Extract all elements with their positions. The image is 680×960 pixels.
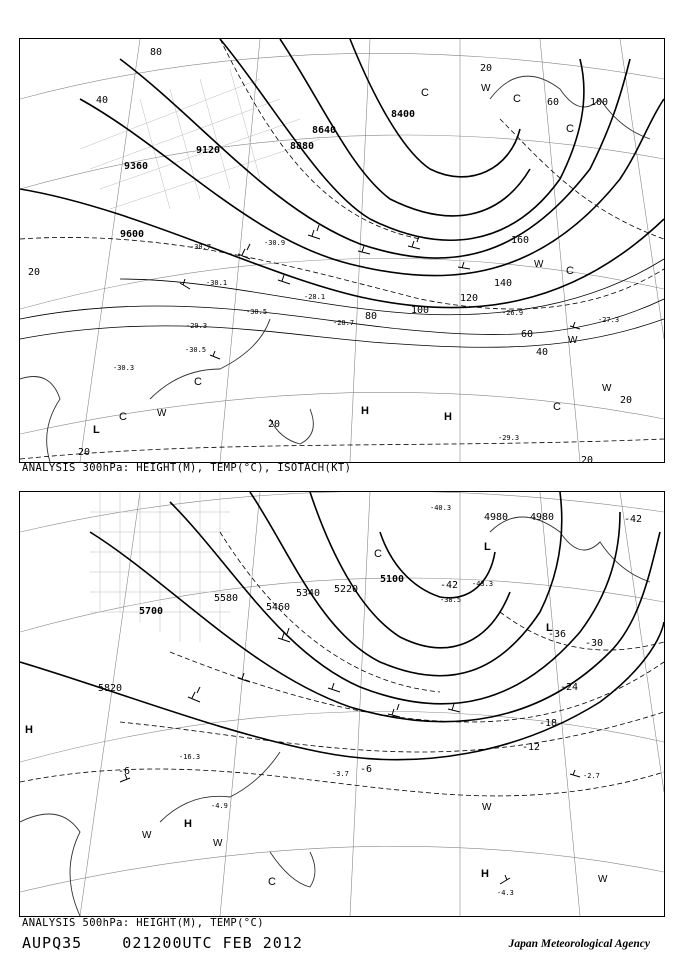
isotach-label: 80 [150, 47, 163, 58]
isotach-label: 20 [480, 63, 493, 74]
station-value: -40.3 [430, 504, 452, 512]
isotach-label: 20 [268, 419, 281, 430]
height-label: 4980 [484, 512, 509, 523]
low-center-label: L [93, 424, 100, 436]
temperature-label: -24 [560, 682, 579, 693]
station-value: -43.3 [472, 580, 494, 588]
height-label: 8880 [290, 141, 315, 152]
height-label: 5700 [139, 606, 164, 617]
cold-center-label: C [553, 401, 561, 413]
station-value: -38.5 [440, 596, 462, 604]
chart-identifier: AUPQ35 021200UTC FEB 2012 [22, 934, 303, 952]
temperature-label: -30.7 [190, 243, 212, 251]
low-center-label: L [484, 541, 491, 553]
isotach-label: 160 [511, 235, 530, 246]
chart-500hpa [19, 491, 665, 917]
warm-center-label: W [142, 830, 152, 841]
station-value: -2.7 [583, 772, 600, 780]
height-label: 5100 [380, 574, 405, 585]
cold-center-label: C [513, 93, 521, 105]
moisture-hatch [90, 492, 230, 642]
warm-center-label: W [157, 408, 167, 419]
warm-center-label: W [482, 802, 492, 813]
cold-center-label: C [566, 265, 574, 277]
temperature-label: -18 [539, 718, 558, 729]
temperature-label: -42 [624, 514, 643, 525]
temperature-label: -26.9 [502, 309, 524, 317]
temperature-label: -30.5 [185, 346, 207, 354]
cold-center-label: C [194, 376, 202, 388]
chart-300hpa-map [20, 39, 664, 462]
isotach-label: 100 [411, 305, 430, 316]
isotach-label: 120 [460, 293, 479, 304]
temperature-label: -28.1 [304, 293, 326, 301]
cold-center-label: C [374, 548, 382, 560]
high-center-label: H [361, 405, 369, 417]
height-label: 5340 [296, 588, 321, 599]
isotach-hatch [80, 69, 320, 209]
temperature-label: -29.3 [498, 434, 520, 442]
chart-300hpa [19, 38, 665, 463]
cold-center-label: C [421, 87, 429, 99]
temperature-label: -42 [440, 580, 459, 591]
high-center-label: H [481, 868, 489, 880]
station-value: -3.7 [332, 770, 349, 778]
temperature-label: -27.3 [598, 316, 620, 324]
temperature-label: -6 [360, 764, 373, 775]
temperature-label: -28.7 [333, 319, 355, 327]
cold-center-label: C [566, 123, 574, 135]
height-label: 9600 [120, 229, 145, 240]
low-center-label: L [546, 622, 553, 634]
temperature-label: -36 [548, 629, 567, 640]
height-label: 5580 [214, 593, 239, 604]
temperature-label: -30.1 [206, 279, 228, 287]
temperature-label: -6 [118, 766, 131, 777]
high-center-label: H [184, 818, 192, 830]
high-center-label: H [444, 411, 452, 423]
isotach-label: 20 [28, 267, 41, 278]
isotach-label: 20 [581, 455, 594, 463]
isotach-label: 60 [547, 97, 560, 108]
warm-center-label: W [598, 874, 608, 885]
height-label: 4980 [530, 512, 555, 523]
temperature-label: -30.9 [264, 239, 286, 247]
isotach-label: 140 [494, 278, 513, 289]
caption-300hpa: ANALYSIS 300hPa: HEIGHT(M), TEMP(°C), ISOTACH(KT) [22, 462, 352, 474]
cold-center-label: C [268, 876, 276, 888]
warm-center-label: W [481, 83, 491, 94]
caption-500hpa: ANALYSIS 500hPa: HEIGHT(M), TEMP(°C) [22, 917, 264, 929]
graticule [20, 39, 664, 462]
temperature-label: -30.3 [113, 364, 135, 372]
height-label: 5220 [334, 584, 359, 595]
warm-center-label: W [602, 383, 612, 394]
height-label: 9360 [124, 161, 149, 172]
chart-500hpa-map [20, 492, 664, 916]
height-label: 8400 [391, 109, 416, 120]
cold-center-label: C [119, 411, 127, 423]
high-center-label: H [25, 724, 33, 736]
station-value: -4.9 [211, 802, 228, 810]
height-label: 5820 [98, 683, 123, 694]
isotach-label: 80 [365, 311, 378, 322]
warm-center-label: W [534, 259, 544, 270]
temperature-label: -30 [585, 638, 604, 649]
height-label: 8640 [312, 125, 337, 136]
warm-center-label: W [213, 838, 223, 849]
temperature-isotherms [20, 39, 664, 459]
temperature-label: -12 [522, 742, 541, 753]
height-label: 9120 [196, 145, 221, 156]
isotach-label: 40 [536, 347, 549, 358]
isotach-label: 20 [620, 395, 633, 406]
isotach-label: 20 [78, 447, 91, 458]
agency-credit: Japan Meteorological Agency [508, 938, 650, 950]
height-label: 5460 [266, 602, 291, 613]
warm-center-label: W [568, 335, 578, 346]
station-value: -4.3 [497, 889, 514, 897]
station-value: -16.3 [179, 753, 201, 761]
temperature-label: -29.3 [186, 322, 208, 330]
coastline [20, 517, 650, 916]
isotach-label: 40 [96, 95, 109, 106]
isotach-label: 60 [521, 329, 534, 340]
temperature-label: -30.5 [246, 308, 268, 316]
isotach-label: 100 [590, 97, 609, 108]
